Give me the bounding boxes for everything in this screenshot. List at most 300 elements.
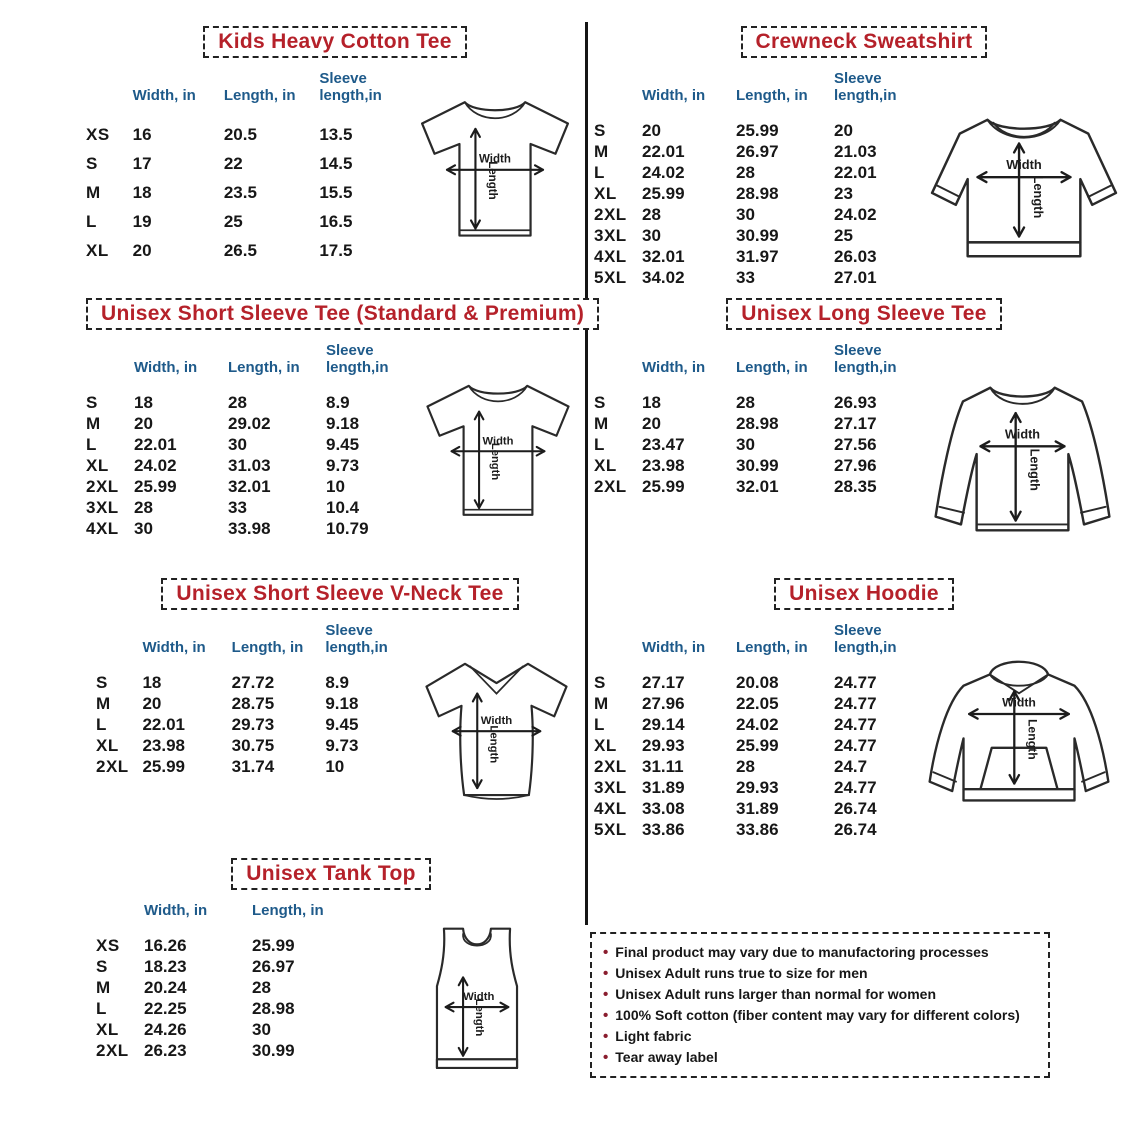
- length-value: 20.5: [223, 124, 257, 144]
- size-row: [96, 714, 409, 735]
- sleeve-value: 16.5: [319, 211, 353, 231]
- size-row: [594, 141, 920, 162]
- tank-top-illustration: [416, 920, 538, 1081]
- size-label: 3XL: [594, 777, 627, 797]
- header-row: [594, 342, 920, 392]
- length-value: 30.99: [252, 1040, 295, 1060]
- bullet-icon: •: [603, 986, 609, 1003]
- sleeve-value: 10: [326, 476, 345, 496]
- sleeve-value: 24.02: [834, 204, 877, 224]
- size-label: S: [594, 392, 606, 412]
- sleeve-value: 24.77: [834, 735, 877, 755]
- length-value: 28: [228, 392, 247, 412]
- col-header-length: Length, in: [736, 639, 808, 656]
- size-row: [594, 183, 920, 204]
- sleeve-value: 9.45: [326, 434, 360, 454]
- size-label: XL: [86, 455, 109, 475]
- length-value: 28.98: [252, 998, 295, 1018]
- sleeve-value: 24.7: [834, 756, 868, 776]
- sleeve-value: 26.74: [834, 798, 877, 818]
- size-row: [96, 693, 409, 714]
- bullet-icon: •: [603, 1049, 609, 1066]
- size-row: [594, 267, 920, 288]
- col-header-width: Width, in: [642, 87, 706, 104]
- long-sleeve-tee-illustration: [920, 372, 1125, 548]
- col-header-width: Width, in: [142, 639, 206, 656]
- size-label: 2XL: [594, 756, 627, 776]
- header-row: [86, 70, 404, 120]
- v-neck-tee-size-table: [96, 622, 409, 777]
- sleeve-value: 27.96: [834, 455, 877, 475]
- width-value: 33.86: [642, 819, 685, 839]
- size-row: [86, 476, 412, 497]
- width-value: 31.11: [642, 756, 684, 776]
- width-label: Width: [1002, 695, 1036, 710]
- crewneck-size-table: [594, 70, 920, 288]
- size-row: [594, 798, 920, 819]
- width-value: 27.96: [642, 693, 685, 713]
- length-value: 29.02: [228, 413, 271, 433]
- size-row: [96, 1040, 370, 1061]
- size-row: [86, 455, 412, 476]
- size-row: [594, 434, 920, 455]
- width-value: 18: [142, 672, 162, 692]
- sleeve-value: 9.73: [326, 455, 360, 475]
- size-row: [86, 207, 404, 236]
- length-label: Length: [473, 998, 486, 1037]
- size-row: [594, 246, 920, 267]
- width-label: Width: [479, 153, 511, 166]
- size-row: [86, 392, 412, 413]
- length-value: 33: [736, 267, 755, 287]
- length-value: 24.02: [736, 714, 779, 734]
- width-label: Width: [463, 991, 495, 1004]
- sleeve-value: 24.77: [834, 714, 877, 734]
- sleeve-value: 14.5: [319, 153, 353, 173]
- size-row: [86, 149, 404, 178]
- width-value: 25.99: [142, 756, 186, 776]
- size-label: XL: [594, 455, 617, 475]
- section-title-box: [231, 858, 430, 890]
- length-value: 31.74: [231, 756, 275, 776]
- sleeve-value: 10: [325, 756, 345, 776]
- length-value: 25: [223, 211, 243, 231]
- section-title: Unisex Long Sleeve Tee: [741, 302, 987, 325]
- length-value: 33.98: [228, 518, 271, 538]
- length-value: 30.75: [231, 735, 275, 755]
- col-header-length: Length, in: [228, 359, 300, 376]
- width-value: 31.89: [642, 777, 685, 797]
- size-label: L: [594, 434, 605, 454]
- length-value: 29.73: [231, 714, 275, 734]
- width-value: 18.23: [144, 956, 187, 976]
- bullet-icon: •: [603, 944, 609, 961]
- header-row: [96, 902, 370, 935]
- col-header-width: Width, in: [642, 359, 706, 376]
- size-row: [594, 120, 920, 141]
- sleeve-value: 15.5: [319, 182, 353, 202]
- size-label: M: [594, 141, 609, 161]
- width-value: 20: [134, 413, 153, 433]
- hoodie-size-table: [594, 622, 920, 840]
- note-item: [603, 1005, 1037, 1026]
- width-label: Width: [1006, 157, 1042, 173]
- width-value: 23.98: [642, 455, 685, 475]
- note-text: Unisex Adult runs true to size for men: [615, 965, 868, 981]
- size-label: 2XL: [96, 1040, 129, 1060]
- size-row: [86, 518, 412, 539]
- sleeve-value: 21.03: [834, 141, 877, 161]
- section-title: Crewneck Sweatshirt: [755, 30, 973, 53]
- sleeve-value: 8.9: [326, 392, 350, 412]
- short-sleeve-tee-illustration: [412, 372, 584, 527]
- size-label: M: [86, 182, 101, 202]
- bullet-icon: •: [603, 965, 609, 982]
- crewneck-sweatshirt-illustration: [920, 102, 1128, 275]
- size-label: M: [86, 413, 101, 433]
- col-header-sleeve: Sleeve length,in: [326, 342, 389, 376]
- col-header-length: Length, in: [231, 639, 304, 656]
- length-value: 26.5: [223, 240, 257, 260]
- width-label: Width: [482, 435, 514, 448]
- length-value: 28.98: [736, 183, 779, 203]
- col-header-width: Width, in: [134, 359, 198, 376]
- note-item: [603, 1026, 1037, 1047]
- sleeve-value: 9.18: [326, 413, 360, 433]
- col-header-sleeve: Sleeve length,in: [319, 70, 382, 104]
- section-title-box: [203, 26, 466, 58]
- size-row: [86, 434, 412, 455]
- sleeve-value: 22.01: [834, 162, 877, 182]
- width-value: 22.01: [142, 714, 186, 734]
- length-value: 30.99: [736, 225, 779, 245]
- size-row: [96, 956, 370, 977]
- size-label: XS: [86, 124, 110, 144]
- size-row: [96, 935, 370, 956]
- note-text: Light fabric: [615, 1028, 692, 1044]
- width-value: 22.01: [134, 434, 177, 454]
- size-label: S: [96, 956, 108, 976]
- size-row: [594, 777, 920, 798]
- width-value: 33.08: [642, 798, 685, 818]
- length-value: 30: [228, 434, 247, 454]
- width-value: 24.26: [144, 1019, 187, 1039]
- sleeve-value: 26.74: [834, 819, 877, 839]
- length-value: 32.01: [228, 476, 271, 496]
- length-label: Length: [1025, 718, 1040, 760]
- width-value: 30: [642, 225, 661, 245]
- width-value: 16.26: [144, 935, 187, 955]
- size-label: L: [594, 162, 605, 182]
- size-label: L: [96, 998, 107, 1018]
- section-title-box: [161, 578, 518, 610]
- col-header-length: Length, in: [252, 902, 324, 919]
- bullet-icon: •: [603, 1028, 609, 1045]
- hoodie-illustration: [920, 650, 1118, 824]
- col-header-length: Length, in: [223, 87, 296, 104]
- section-title-box: [774, 578, 954, 610]
- sleeve-value: 10.4: [326, 497, 360, 517]
- size-label: 5XL: [594, 267, 627, 287]
- size-label: XL: [96, 1019, 119, 1039]
- length-value: 22.05: [736, 693, 779, 713]
- size-label: M: [96, 693, 111, 713]
- length-label: Length: [1030, 175, 1046, 219]
- width-value: 19: [132, 211, 152, 231]
- size-label: 2XL: [594, 476, 627, 496]
- width-value: 24.02: [134, 455, 177, 475]
- length-value: 26.97: [736, 141, 779, 161]
- section-unisex-long-sleeve-tee: [594, 298, 1134, 548]
- section-title-box: [741, 26, 988, 58]
- size-label: 2XL: [86, 476, 119, 496]
- size-row: [86, 178, 404, 207]
- width-label: Width: [1004, 427, 1041, 442]
- size-label: S: [594, 120, 606, 140]
- size-row: [86, 236, 404, 265]
- section-crewneck-sweatshirt: [594, 26, 1134, 288]
- tank-top-size-table: [96, 902, 370, 1061]
- section-unisex-v-neck-tee: [96, 578, 584, 810]
- size-label: L: [594, 714, 605, 734]
- length-value: 31.89: [736, 798, 779, 818]
- note-text: Tear away label: [615, 1049, 718, 1065]
- size-row: [96, 756, 409, 777]
- short-sleeve-tee-size-table: [86, 342, 412, 539]
- length-value: 25.99: [736, 120, 779, 140]
- section-title: Unisex Short Sleeve Tee (Standard & Premium): [101, 302, 585, 325]
- sleeve-value: 9.18: [325, 693, 359, 713]
- size-label: 2XL: [594, 204, 627, 224]
- size-row: [594, 455, 920, 476]
- size-label: S: [86, 153, 98, 173]
- sleeve-value: 27.56: [834, 434, 877, 454]
- section-title: Unisex Short Sleeve V-Neck Tee: [176, 582, 504, 605]
- size-row: [594, 225, 920, 246]
- length-value: 28.75: [231, 693, 275, 713]
- width-value: 24.02: [642, 162, 685, 182]
- col-header-width: Width, in: [132, 87, 196, 104]
- sleeve-value: 9.73: [325, 735, 359, 755]
- width-value: 18: [132, 182, 152, 202]
- length-value: 22: [223, 153, 243, 173]
- col-header-sleeve: Sleeve length,in: [325, 622, 388, 656]
- sleeve-value: 25: [834, 225, 853, 245]
- width-value: 28: [134, 497, 153, 517]
- size-label: XL: [594, 735, 617, 755]
- size-row: [86, 497, 412, 518]
- length-value: 30: [252, 1019, 271, 1039]
- size-label: 4XL: [594, 798, 627, 818]
- width-value: 23.47: [642, 434, 685, 454]
- width-value: 22.25: [144, 998, 187, 1018]
- size-row: [594, 693, 920, 714]
- note-item: [603, 963, 1037, 984]
- size-row: [86, 120, 404, 149]
- size-row: [96, 1019, 370, 1040]
- size-row: [594, 819, 920, 840]
- length-value: 31.03: [228, 455, 271, 475]
- header-row: [96, 622, 409, 672]
- length-value: 30: [736, 204, 755, 224]
- length-value: 30.99: [736, 455, 779, 475]
- width-value: 25.99: [642, 476, 685, 496]
- length-value: 20.08: [736, 672, 779, 692]
- size-label: L: [86, 434, 97, 454]
- width-value: 20: [642, 413, 661, 433]
- length-label: Length: [488, 442, 501, 481]
- length-value: 33: [228, 497, 247, 517]
- size-label: M: [594, 413, 609, 433]
- col-header-sleeve: Sleeve length,in: [834, 622, 897, 656]
- width-value: 20.24: [144, 977, 187, 997]
- sleeve-value: 24.77: [834, 672, 877, 692]
- width-value: 30: [134, 518, 153, 538]
- header-row: [86, 342, 412, 392]
- sleeve-value: 26.93: [834, 392, 877, 412]
- size-row: [96, 977, 370, 998]
- col-header-width: Width, in: [144, 902, 208, 919]
- section-title: Unisex Hoodie: [789, 582, 939, 605]
- sleeve-value: 20: [834, 120, 853, 140]
- size-row: [594, 162, 920, 183]
- width-value: 17: [132, 153, 152, 173]
- section-title: Kids Heavy Cotton Tee: [218, 30, 452, 53]
- width-value: 28: [642, 204, 661, 224]
- width-value: 25.99: [134, 476, 177, 496]
- width-value: 20: [142, 693, 162, 713]
- length-value: 26.97: [252, 956, 295, 976]
- size-label: XS: [96, 935, 120, 955]
- size-row: [594, 476, 920, 497]
- length-value: 33.86: [736, 819, 779, 839]
- size-label: 3XL: [594, 225, 627, 245]
- sleeve-value: 27.01: [834, 267, 877, 287]
- col-header-sleeve: Sleeve length,in: [834, 342, 897, 376]
- width-value: 29.14: [642, 714, 685, 734]
- length-value: 28.98: [736, 413, 779, 433]
- header-row: [594, 622, 920, 672]
- length-value: 25.99: [252, 935, 295, 955]
- sleeve-value: 26.03: [834, 246, 877, 266]
- length-value: 23.5: [223, 182, 257, 202]
- size-label: 3XL: [86, 497, 119, 517]
- width-value: 26.23: [144, 1040, 187, 1060]
- bullet-icon: •: [603, 1007, 609, 1024]
- section-title-box: [86, 298, 599, 330]
- size-row: [594, 392, 920, 413]
- notes-list: [603, 942, 1037, 1068]
- width-value: 18: [134, 392, 153, 412]
- size-label: M: [96, 977, 111, 997]
- size-row: [96, 672, 409, 693]
- sleeve-value: 27.17: [834, 413, 877, 433]
- size-row: [86, 413, 412, 434]
- size-row: [96, 735, 409, 756]
- sleeve-value: 8.9: [325, 672, 349, 692]
- note-text: Final product may vary due to manufactoring processes: [615, 944, 989, 960]
- size-row: [594, 672, 920, 693]
- column-divider-line: [585, 22, 588, 925]
- sleeve-value: 23: [834, 183, 853, 203]
- length-value: 25.99: [736, 735, 779, 755]
- size-label: 5XL: [594, 819, 627, 839]
- size-label: S: [594, 672, 606, 692]
- length-value: 32.01: [736, 476, 779, 496]
- length-value: 28: [736, 162, 755, 182]
- length-label: Length: [485, 161, 498, 200]
- length-value: 28: [252, 977, 271, 997]
- sleeve-value: 28.35: [834, 476, 877, 496]
- length-value: 28: [736, 392, 755, 412]
- length-label: Length: [1027, 448, 1042, 491]
- header-row: [594, 70, 920, 120]
- length-label: Length: [487, 725, 500, 764]
- long-sleeve-tee-size-table: [594, 342, 920, 497]
- size-label: S: [96, 672, 108, 692]
- size-row: [594, 714, 920, 735]
- width-value: 34.02: [642, 267, 685, 287]
- length-value: 30: [736, 434, 755, 454]
- sleeve-value: 24.77: [834, 777, 877, 797]
- size-label: L: [86, 211, 97, 231]
- col-header-length: Length, in: [736, 87, 808, 104]
- size-label: 2XL: [96, 756, 129, 776]
- size-label: 4XL: [594, 246, 627, 266]
- length-value: 29.93: [736, 777, 779, 797]
- width-value: 27.17: [642, 672, 685, 692]
- width-value: 20: [132, 240, 152, 260]
- width-value: 18: [642, 392, 661, 412]
- sleeve-value: 10.79: [326, 518, 369, 538]
- width-value: 32.01: [642, 246, 685, 266]
- size-row: [594, 204, 920, 225]
- product-notes-box: [590, 932, 1050, 1078]
- size-label: 4XL: [86, 518, 119, 538]
- sleeve-value: 17.5: [319, 240, 353, 260]
- sleeve-value: 13.5: [319, 124, 353, 144]
- length-value: 31.97: [736, 246, 779, 266]
- section-unisex-short-sleeve-tee: [86, 298, 584, 539]
- size-label: M: [594, 693, 609, 713]
- length-value: 27.72: [231, 672, 275, 692]
- size-row: [594, 735, 920, 756]
- sleeve-value: 24.77: [834, 693, 877, 713]
- section-title: Unisex Tank Top: [246, 862, 416, 885]
- col-header-width: Width, in: [642, 639, 706, 656]
- size-row: [594, 756, 920, 777]
- size-row: [96, 998, 370, 1019]
- note-text: 100% Soft cotton (fiber content may vary for different colors): [615, 1007, 1020, 1023]
- width-value: 20: [642, 120, 661, 140]
- size-label: XL: [86, 240, 109, 260]
- size-row: [594, 413, 920, 434]
- size-label: XL: [96, 735, 119, 755]
- note-item: [603, 942, 1037, 963]
- section-unisex-hoodie: [594, 578, 1134, 840]
- note-item: [603, 984, 1037, 1005]
- kids-tee-size-table: [86, 70, 404, 265]
- size-label: S: [86, 392, 98, 412]
- width-label: Width: [480, 715, 513, 728]
- section-kids-heavy-cotton-tee: [86, 26, 584, 265]
- width-value: 22.01: [642, 141, 685, 161]
- size-label: L: [96, 714, 107, 734]
- note-item: [603, 1047, 1037, 1068]
- col-header-length: Length, in: [736, 359, 808, 376]
- length-value: 28: [736, 756, 755, 776]
- section-title-box: [726, 298, 1001, 330]
